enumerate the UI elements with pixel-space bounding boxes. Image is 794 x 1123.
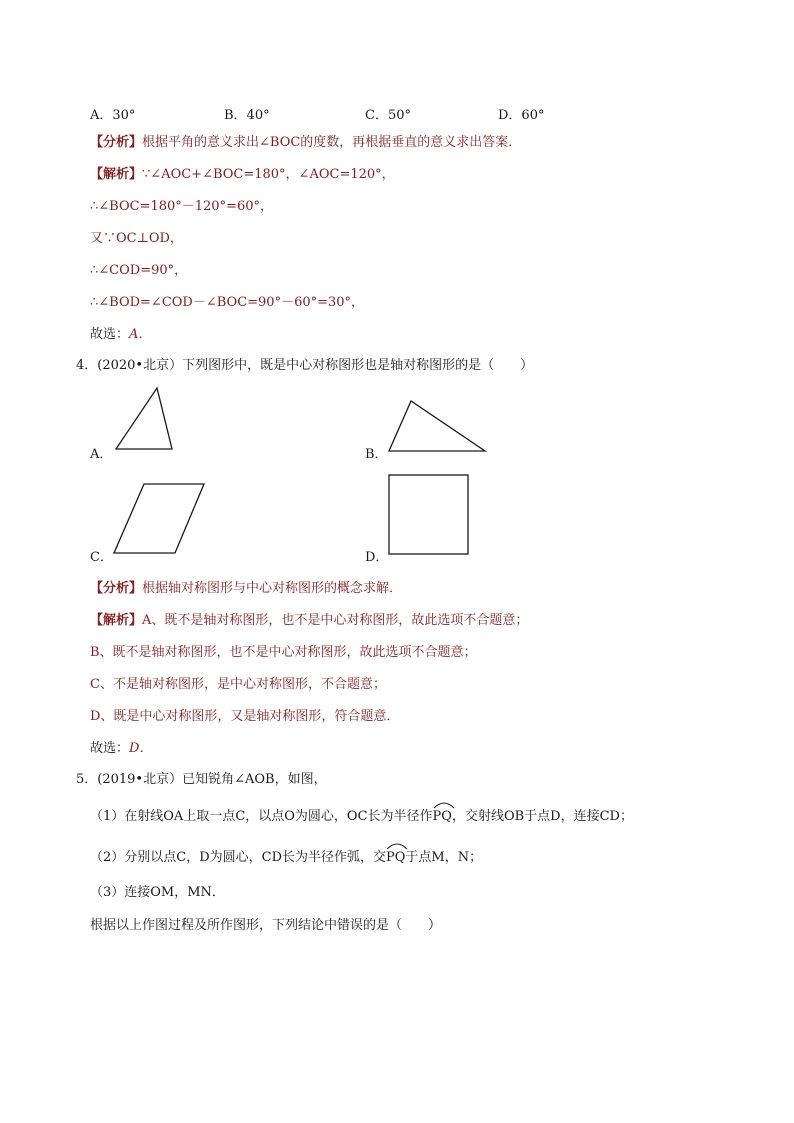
figure-a-triangle <box>116 388 172 449</box>
q5-step-2: （2）分别以点C，D为圆心，CD长为半径作弧，交 PQ于点M，N； <box>90 849 482 867</box>
q3-solution-line-5: ∴∠BOD=∠COD－∠BOC=90°－60°=30°， <box>90 295 365 310</box>
q4-analysis: 【分析】根据轴对称图形与中心对称图形的概念求解． <box>90 581 403 596</box>
q4-solution-d: D、既是中心对称图形，又是轴对称图形，符合题意． <box>90 709 400 724</box>
q4-answer: 故选：D． <box>90 741 153 756</box>
q4-stem: 4．(2020•北京）下列图形中，既是中心对称图形也是轴对称图形的是（ ） <box>76 358 534 373</box>
q4-solution-c: C、不是轴对称图形，是中心对称图形，不合题意； <box>90 677 386 692</box>
arc-pq-1: PQ <box>433 808 452 826</box>
q5-step-3: （3）连接OM，MN． <box>90 885 225 900</box>
q3-analysis: 【分析】根据平角的意义求出∠BOC的度数，再根据垂直的意义求出答案． <box>90 135 522 150</box>
q5-question: 根据以上作图过程及所作图形，下列结论中错误的是（ ） <box>90 918 442 933</box>
q4-label-c: C． <box>90 550 113 565</box>
arc-mark-icon <box>433 799 455 809</box>
q4-solution-b: B、既不是轴对称图形，也不是中心对称图形，故此选项不合题意； <box>90 645 477 660</box>
option-d: D．60° <box>498 108 545 123</box>
q4-label-b: B． <box>365 447 388 462</box>
q5-step-1: （1）在射线OA上取一点C，以点O为圆心，OC长为半径作 PQ，交射线OB于点D，连接CD； <box>90 808 633 826</box>
figure-d-square <box>389 475 468 554</box>
option-b: B．40° <box>224 108 270 123</box>
q3-solution-line-3: 又∵OC⊥OD， <box>90 231 183 246</box>
q4-label-a: A． <box>90 447 113 462</box>
option-c: C．50° <box>365 108 411 123</box>
q3-solution-line-2: ∴∠BOC=180°－120°=60°， <box>90 199 274 214</box>
option-a: A．30° <box>90 108 136 123</box>
q3-solution-line-4: ∴∠COD=90°， <box>90 263 188 278</box>
q3-answer: 故选：A． <box>90 327 152 342</box>
figure-b-triangle <box>389 401 485 451</box>
q3-solution-line-1: 【解析】∵∠AOC+∠BOC=180°，∠AOC=120°， <box>90 167 395 182</box>
figure-c-parallelogram <box>114 484 204 553</box>
q4-label-d: D． <box>365 550 389 565</box>
arc-pq-2: PQ <box>386 849 405 867</box>
arc-mark-icon <box>386 840 408 850</box>
q4-solution-a: 【解析】A、既不是轴对称图形，也不是中心对称图形，故此选项不合题意； <box>90 613 529 628</box>
q5-stem: 5．(2019•北京）已知锐角∠AOB，如图， <box>76 772 327 787</box>
